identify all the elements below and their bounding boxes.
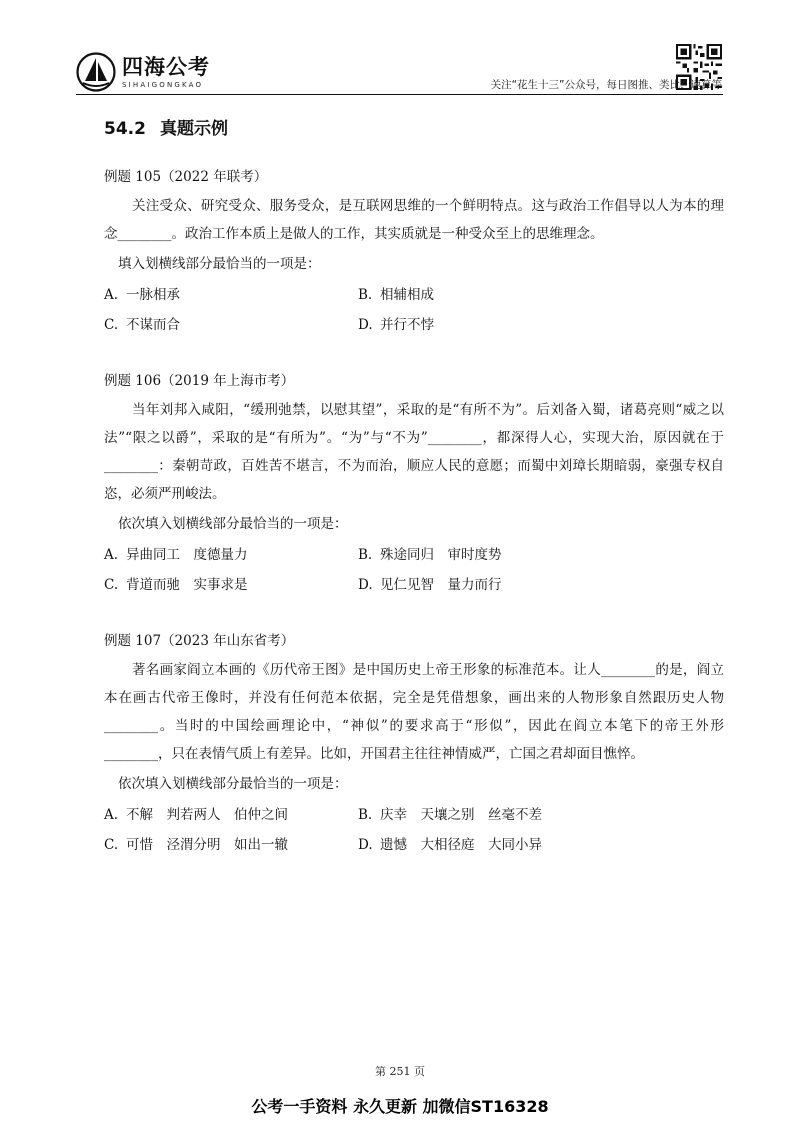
option-d: D. 遗憾 大相径庭 大同小异 [358,837,542,853]
section-title: 真题示例 [159,119,228,139]
option-a: A. 不解 判若两人 伯仲之间 [104,807,288,823]
question-title: 例题 105（2022 年联考） [104,169,268,185]
header-divider [76,94,723,95]
option-b: B. 庆幸 天壤之别 丝毫不差 [358,807,542,823]
option-c: C. 可惜 泾渭分明 如出一辙 [104,837,288,853]
options-grid [104,280,724,340]
logo-chinese-text: 四海公考 [122,54,210,79]
header-tagline: 关注“花生十三”公众号，每日图推、类比、速算等 [490,79,722,91]
footer-banner: 公考一手资料 永久更新 加微信ST16328 [251,1097,549,1116]
option-d: D. 见仁见智 量力而行 [358,577,502,593]
option-c: C. 背道而驰 实事求是 [104,577,248,593]
question-stem: 当年刘邦入咸阳，“缓刑弛禁，以慰其望”，采取的是“有所不为”。后刘备入蜀，诸葛亮则“威之以法”“限之以爵”，采取的是“有所为”。“为”与“不为”________，都深得人心，实现大治，原因就在于________：秦朝苛政，百姓苦不堪言，不为而治，顺应人民的意愿；而蜀中刘璋长期暗弱，豪强专权自恣，必须严刑峻法。 [104,402,724,502]
question-stem: 著名画家阎立本画的《历代帝王图》是中国历史上帝王形象的标准范本。让人________的是，阎立本在画古代帝王像时，并没有任何范本依据，完全是凭借想象，画出来的人物形象自然跟历史人物________。当时的中国绘画理论中，“神似”的要求高于“形似”，因此在阎立本笔下的帝王外形________，只在表情气质上有差异。比如，开国君主往往神情威严，亡国之君却面目憔悴。 [104,662,724,762]
option-a: A. 异曲同工 度德量力 [104,547,248,563]
brand-logo [76,50,210,94]
logo-english-text: SIHAIGONGKAO [122,80,204,89]
question-block [104,630,724,860]
question-block [104,370,724,600]
option-b: B. 相辅相成 [358,287,434,303]
question-stem: 关注受众、研究受众、服务受众，是互联网思维的一个鲜明特点。这与政治工作倡导以人为本的理念________。政治工作本质上是做人的工作，其实质就是一种受众至上的思维理念。 [104,198,724,242]
question-title: 例题 106（2019 年上海市考） [104,373,295,389]
option-a: A. 一脉相承 [104,287,180,303]
question-prompt: 填入划横线部分最恰当的一项是： [118,256,321,272]
sailboat-logo-icon [76,52,116,92]
options-grid [104,800,724,860]
section-heading [104,114,242,139]
questions-container [104,166,724,890]
option-c: C. 不谋而合 [104,317,180,333]
option-b: B. 殊途同归 审时度势 [358,547,502,563]
question-title: 例题 107（2023 年山东省考） [104,633,295,649]
page-number: 第 251 页 [375,1065,425,1078]
question-prompt: 依次填入划横线部分最恰当的一项是： [118,776,348,792]
section-number: 54.2 [104,119,146,139]
option-d: D. 并行不悖 [358,317,434,333]
page-header [0,0,800,100]
question-block [104,166,724,340]
question-prompt: 依次填入划横线部分最恰当的一项是： [118,516,348,532]
options-grid [104,540,724,600]
